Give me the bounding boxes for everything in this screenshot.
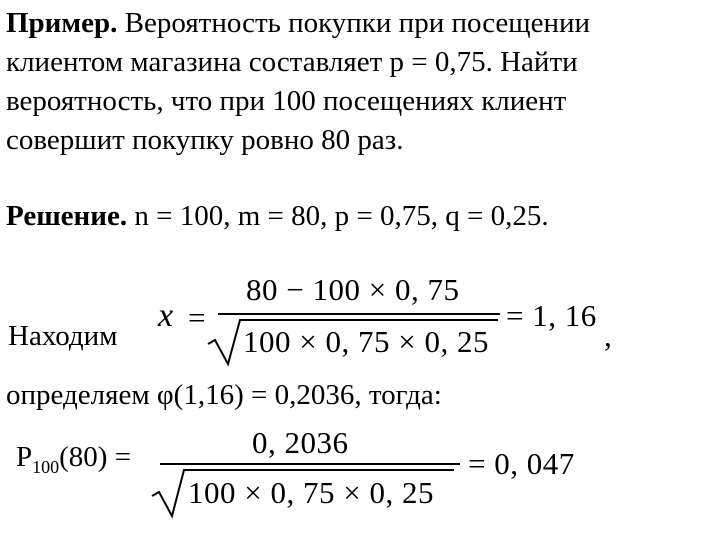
formula2-arg: (80) = <box>59 441 132 473</box>
formula2-subscript: 100 <box>32 456 60 477</box>
formula1-denominator: 100 × 0, 75 × 0, 25 <box>243 324 489 359</box>
formula1-equals: = <box>188 300 206 335</box>
formula1-result: = 1, 16 <box>506 298 597 333</box>
formula2-fraction-bar <box>160 463 460 465</box>
example-text-1: Вероятность покупки при посещении <box>117 7 591 39</box>
formula1-variable: x <box>158 297 174 334</box>
example-line-2: клиентом магазина составляет р = 0,75. Найти <box>6 46 578 78</box>
formula1-lead: Находим <box>8 320 118 352</box>
solution-line <box>6 197 549 236</box>
formula2-p: P <box>16 441 33 473</box>
solution-values: n = 100, m = 80, p = 0,75, q = 0,25. <box>127 200 549 232</box>
example-line-3: вероятность, что при 100 посещениях клиент <box>6 85 567 117</box>
formula2-result: = 0, 047 <box>468 446 575 481</box>
formula1-fraction-bar <box>218 313 500 315</box>
solution-label: Решение. <box>6 200 128 232</box>
example-line-4: совершит покупку ровно 80 раз. <box>6 124 404 156</box>
formula2-denominator: 100 × 0, 75 × 0, 25 <box>188 475 434 510</box>
example-label: Пример. <box>6 7 118 39</box>
formula1-numerator: 80 − 100 × 0, 75 <box>246 272 460 307</box>
formula2-numerator: 0, 2036 <box>252 425 349 460</box>
example-line-1 <box>6 4 590 43</box>
formula1-trailing-comma: , <box>604 318 613 353</box>
phi-line: определяем φ(1,16) = 0,2036, тогда: <box>6 379 442 411</box>
formula2-lhs <box>16 441 131 478</box>
example-paragraph <box>6 4 590 160</box>
